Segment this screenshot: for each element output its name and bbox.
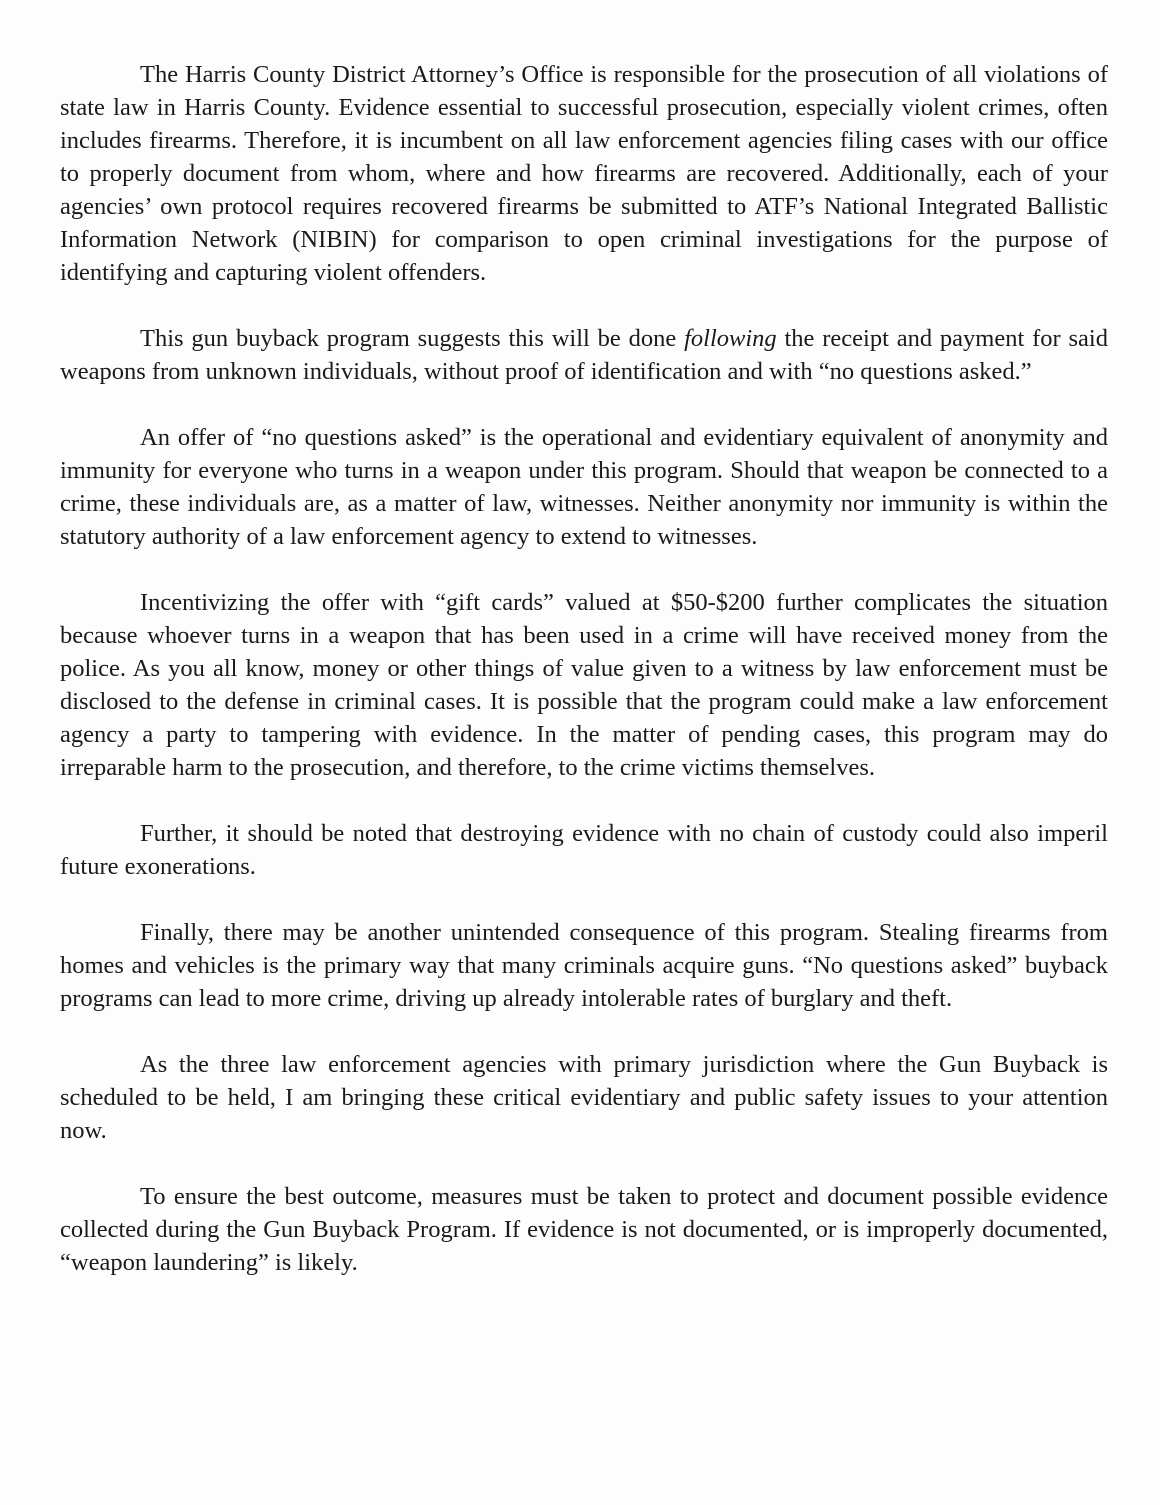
paragraph-unintended-consequence [60, 916, 1108, 1015]
emphasized-word: following [684, 325, 777, 352]
paragraph-jurisdiction [60, 1048, 1108, 1147]
paragraph-best-outcome [60, 1180, 1108, 1279]
paragraph-text: Further, it should be noted that destroying evidence with no chain of custody could also imperil future exonerations. [60, 820, 1108, 880]
paragraph-text-end: the receipt and payment for said weapons from unknown individuals, without proof of identification and with “no questions asked.” [60, 325, 1108, 385]
paragraph-text: An offer of “no questions asked” is the operational and evidentiary equivalent of anonymity and immunity for everyone who turns in a weapon under this program. Should that weapon be connected to a crime, these individuals are, as a matter of law, witnesses. Neither anonymity nor immunity is within the statutory authority of a law enforcement agency to extend to witnesses. [60, 424, 1108, 550]
paragraph-text-start: This gun buyback program suggests this will be done [140, 325, 685, 352]
paragraph-exonerations [60, 817, 1108, 883]
paragraph-text: The Harris County District Attorney’s Office is responsible for the prosecution of all violations of state law in Harris County. Evidence essential to successful prosecution, especially violent crimes, often includes firearms. Therefore, it is incumbent on all law enforcement agencies filing cases with our office to properly document from whom, where and how firearms are recovered. Additionally, each of your agencies’ own protocol requires recovered firearms be submitted to ATF’s National Integrated Ballistic Information Network (NIBIN) for comparison to open criminal investigations for the purpose of identifying and capturing violent offenders. [60, 61, 1108, 286]
paragraph-text: Incentivizing the offer with “gift cards” valued at $50-$200 further complicates the situation because whoever turns in a weapon that has been used in a crime will have received money from the police. As you all know, money or other things of value given to a witness by law enforcement must be disclosed to the defense in criminal cases. It is possible that the program could make a law enforcement agency a party to tampering with evidence. In the matter of pending cases, this program may do irreparable harm to the prosecution, and therefore, to the crime victims themselves. [60, 589, 1108, 781]
paragraph-text: To ensure the best outcome, measures must be taken to protect and document possible evidence collected during the Gun Buyback Program. If evidence is not documented, or is improperly documented, “weapon laundering” is likely. [60, 1183, 1108, 1276]
paragraph-prosecution-responsibility [60, 58, 1108, 289]
paragraph-text: Finally, there may be another unintended consequence of this program. Stealing firearms from homes and vehicles is the primary way that many criminals acquire guns. “No questions asked” buyback programs can lead to more crime, driving up already intolerable rates of burglary and theft. [60, 919, 1108, 1012]
paragraph-text: As the three law enforcement agencies with primary jurisdiction where the Gun Buyback is scheduled to be held, I am bringing these critical evidentiary and public safety issues to your attention now. [60, 1051, 1108, 1144]
paragraph-no-questions-asked [60, 421, 1108, 553]
paragraph-buyback-program [60, 322, 1108, 388]
paragraph-gift-cards [60, 586, 1108, 784]
